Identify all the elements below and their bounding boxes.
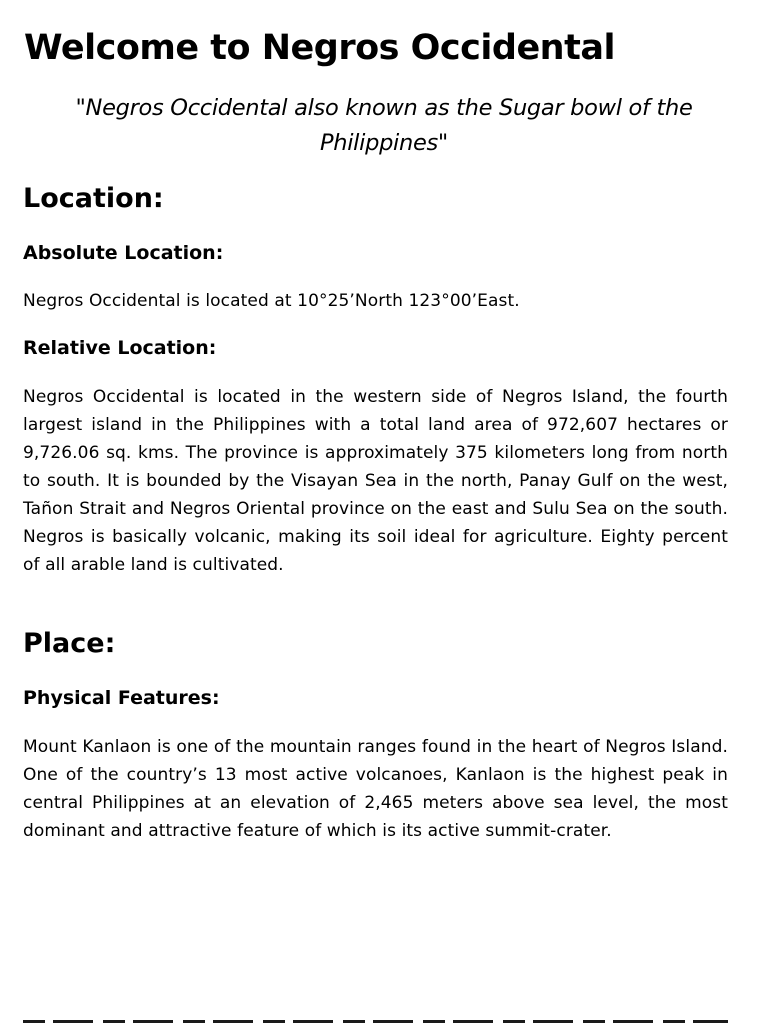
place-heading: Place: — [23, 628, 116, 659]
tagline-quote: "Negros Occidental also known as the Sugar bowl of the Philippines" — [75, 95, 693, 156]
relative-location-heading: Relative Location: — [23, 337, 217, 359]
absolute-location-heading: Absolute Location: — [23, 242, 224, 264]
truncated-text-fragment — [23, 1020, 728, 1023]
truncated-text-line — [23, 1014, 728, 1024]
absolute-location-text: Negros Occidental is located at 10°25’North 123°00’East. — [23, 291, 520, 311]
location-heading: Location: — [23, 183, 164, 214]
page-title: Welcome to Negros Occidental — [24, 28, 615, 68]
physical-features-heading: Physical Features: — [23, 687, 220, 709]
relative-location-text: Negros Occidental is located in the western side of Negros Island, the fourth largest island in the Philippines with a total land area of 972,607 hectares or 9,726.06 sq. kms. The province is approximately 375 kilometers long from north to south. It is bounded by the Visayan Sea in the north, Panay Gulf on the west, Tañon Strait and Negros Oriental province on the east and Sulu Sea on the south. Negros is basically volcanic, making its soil ideal for agriculture. Eighty percent of all arable land is cultivated. — [23, 387, 728, 575]
physical-features-text: Mount Kanlaon is one of the mountain ranges found in the heart of Negros Island. One of the country’s 13 most active volcanoes, Kanlaon is the highest peak in central Philippines at an elevation of 2,465 meters above sea level, the most dominant and attractive feature of which is its active summit-crater. — [23, 737, 728, 841]
